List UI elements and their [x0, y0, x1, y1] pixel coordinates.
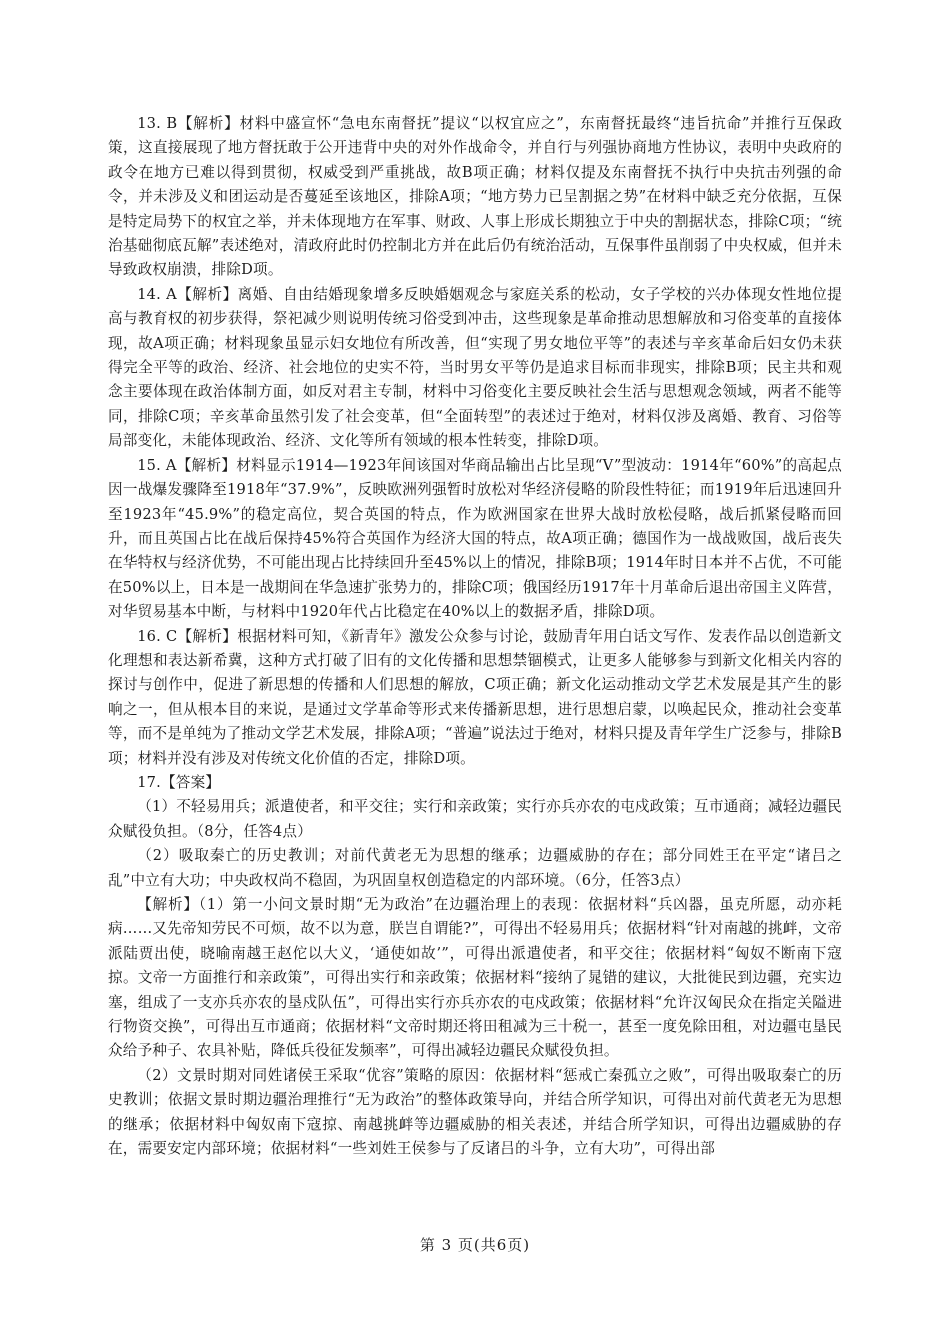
answer-16-paragraph: 16. C【解析】根据材料可知，《新青年》激发公众参与讨论，鼓励青年用白话文写作、发表作品以创造新文化理想和表达新希冀，这种方式打破了旧有的文化传播和思想禁锢模式，让更多人能够参与到新文化相关内容的探讨与创作中，促进了新思想的传播和人们思想的解放，C项正确；新文化运动推动文学艺术发展是其产生的影响之一，但从根本目的来说，是通过文学革命等形式来传播新思想，进行思想启蒙，以唤起民众，推动社会变革等，而不是单纯为了推动文学艺术发展，排除A项；“普遍”说法过于绝对，材料只提及青年学生广泛参与，排除B项；材料并没有涉及对传统文化价值的否定，排除D项。 — [108, 627, 842, 767]
answer-17-part2: （2）吸取秦亡的历史教训；对前代黄老无为思想的继承；边疆威胁的存在；部分同姓王在平定“诸吕之乱”中立有大功；中央政权尚不稳固，为巩固皇权创造稳定的内部环境。（6分，任答3点） — [108, 847, 842, 889]
answer-14-paragraph: 14. A【解析】离婚、自由结婚现象增多反映婚姻观念与家庭关系的松动，女子学校的兴办体现女性地位提高与教育权的初步获得，祭祀减少则说明传统习俗受到冲击，这些现象是革命推动思想解放和习俗变革的直接体现，故A项正确；材料现象虽显示妇女地位有所改善，但“实现了男女地位平等”的表述与辛亥革命后妇女仍未获得完全平等的政治、经济、社会地位的史实不符，当时男女平等仍是追求目标而非现实，排除B项；民主共和观念主要体现在政治体制方面，如反对君主专制，材料中习俗变化主要反映社会生活与思想观念领域，两者不能等同，排除C项；辛亥革命虽然引发了社会变革，但“全面转型”的表述过于绝对，材料仅涉及离婚、教育、习俗等局部变化，未能体现政治、经济、文化等所有领域的根本性转变，排除D项。 — [108, 285, 842, 450]
analysis-17-part2: （2）文景时期对同姓诸侯王采取“优容”策略的原因：依据材料“惩戒亡秦孤立之败”，可得出吸取秦亡的历史教训；依据文景时期边疆治理推行“无为政治”的整体政策导向，并结合所学知识，可得出对前代黄老无为思想的继承；依据材料中匈奴南下寇掠、南越挑衅等边疆威胁的相关表述，并结合所学知识，可得出边疆威胁的存在，需要安定内部环境；依据材料“一些刘姓王侯参与了反诸吕的斗争，立有大功”，可得出部 — [108, 1066, 842, 1158]
document-body — [108, 112, 842, 1161]
answer-13-paragraph: 13. B【解析】材料中盛宣怀“急电东南督抚”提议“以权宜应之”，东南督抚最终“违旨抗命”并推行互保政策，这直接展现了地方督抚敢于公开违背中央的对外作战命令，并自行与列强协商地方性协议，表明中央政府的政令在地方已难以得到贯彻，权威受到严重挑战，故B项正确；材料仅提及东南督抚不执行中央抗击列强的命令，并未涉及义和团运动是否蔓延至该地区，排除A项；“地方势力已呈割据之势”在材料中缺乏充分依据，互保是特定局势下的权宜之举，并未体现地方在军事、财政、人事上形成长期独立于中央的割据状态，排除C项；“统治基础彻底瓦解”表述绝对，清政府此时仍控制北方并在此后仍有统治活动，互保事件虽削弱了中央权威，但并未导致政权崩溃，排除D项。 — [108, 115, 842, 279]
answer-17-heading: 17.【答案】 — [137, 773, 221, 791]
page-number-footer: 第 3 页(共6页) — [419, 1236, 531, 1254]
analysis-17-part1: 【解析】（1）第一小问文景时期“无为政治”在边疆治理上的表现：依据材料“兵凶器，虽克所愿，动亦耗病……又先帝知劳民不可烦，故不以为意，朕岂自谓能?”，可得出不轻易用兵；依据材料“针对南越的挑衅，文帝派陆贾出使，晓喻南越王赵佗以大义，‘通使如故’”，可得出派遣使者，和平交往；依据材料“匈奴不断南下寇掠。文帝一方面推行和亲政策”，可得出实行和亲政策；依据材料“接纳了晁错的建议，大批徙民到边疆，充实边塞，组成了一支亦兵亦农的垦戍队伍”，可得出实行亦兵亦农的屯戍政策；依据材料“允许汉匈民众在指定关隘进行物资交换”，可得出互市通商；依据材料“文帝时期还将田租减为三十税一，甚至一度免除田租，对边疆屯垦民众给予种子、农具补贴，降低兵役征发频率”，可得出减轻边疆民众赋役负担。 — [108, 896, 842, 1060]
answer-15-paragraph: 15. A【解析】材料显示1914—1923年间该国对华商品输出占比呈现“V”型波动：1914年“60%”的高起点因一战爆发骤降至1918年“37.9%”，反映欧洲列强暂时放松对华经济侵略的阶段性特征；而1919年后迅速回升至1923年“45.9%”的稳定高位，契合英国的特点，作为欧洲国家在世界大战时放松侵略，战后抓紧侵略而回升，而且英国占比在战后保持45%符合英国作为经济大国的特点，故A项正确；德国作为一战战败国，战后丧失在华特权与经济优势，不可能出现占比持续回升至45%以上的情况，排除B项；1914年时日本并不占优，不可能在50%以上，日本是一战期间在华急速扩张势力的，排除C项；俄国经历1917年十月革命后退出帝国主义阵营，对华贸易基本中断，与材料中1920年代占比稳定在40%以上的数据矛盾，排除D项。 — [108, 456, 842, 621]
answer-17-part1: （1）不轻易用兵；派遣使者，和平交往；实行和亲政策；实行亦兵亦农的屯戍政策；互市通商；减轻边疆民众赋役负担。（8分，任答4点） — [108, 798, 842, 840]
